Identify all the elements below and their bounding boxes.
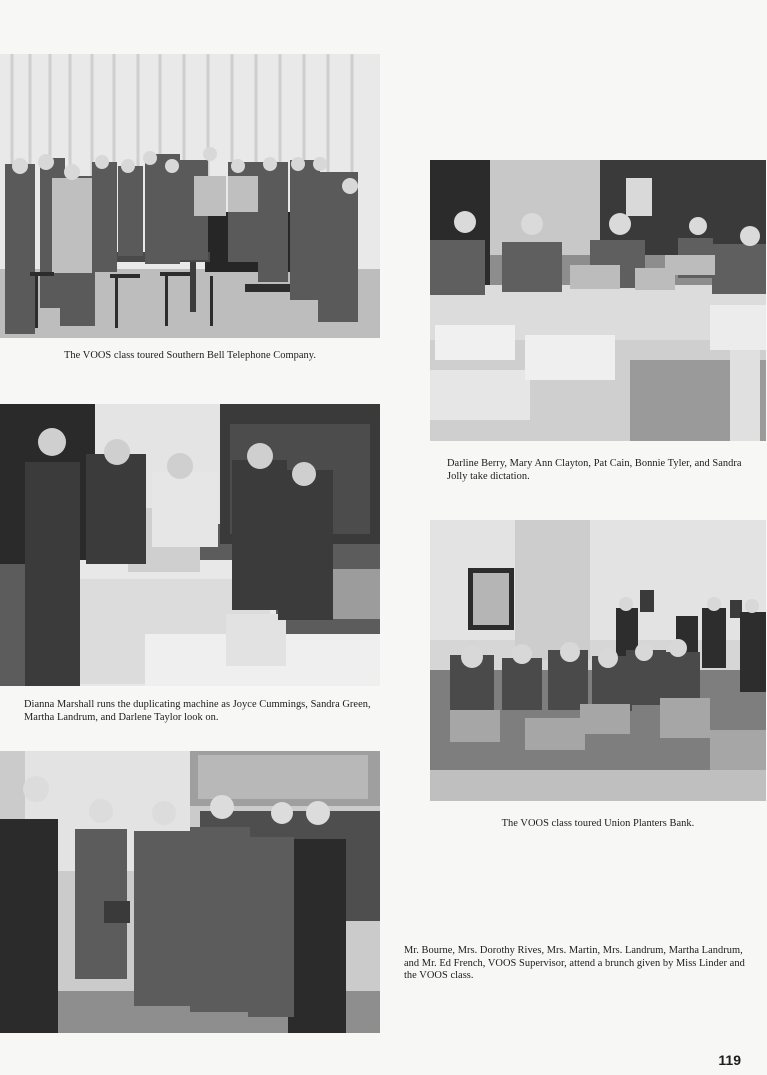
- union-planters-bank-photo: [430, 520, 766, 801]
- brunch-photo-image: [0, 751, 380, 1033]
- telephone-tour-caption: The VOOS class toured Southern Bell Telephone Company.: [64, 350, 316, 361]
- duplicating-machine-photo: [0, 404, 380, 686]
- telephone-company-photo-image: [0, 54, 380, 338]
- bank-tour-caption: The VOOS class toured Union Planters Bank.: [501, 818, 695, 829]
- duplicating-caption: Dianna Marshall runs the duplicating machine as Joyce Cummings, Sandra Green, Martha Landrum, and Darlene Taylor look on.: [24, 699, 371, 723]
- duplicating-machine-photo-image: [0, 404, 380, 686]
- dictation-photo: [430, 160, 766, 441]
- telephone-company-photo: [0, 54, 380, 338]
- dictation-caption: Darline Berry, Mary Ann Clayton, Pat Cain, Bonnie Tyler, and Sandra Jolly take dictation.: [447, 458, 742, 482]
- union-planters-bank-photo-image: [430, 520, 766, 801]
- brunch-photo: [0, 751, 380, 1033]
- dictation-photo-image: [430, 160, 766, 441]
- brunch-caption: Mr. Bourne, Mrs. Dorothy Rives, Mrs. Martin, Mrs. Landrum, Martha Landrum, and Mr. Ed French, VOOS Supervisor, attend a brunch given by Miss Linder and the VOOS class.: [404, 945, 745, 981]
- page-number: 119: [718, 1052, 741, 1068]
